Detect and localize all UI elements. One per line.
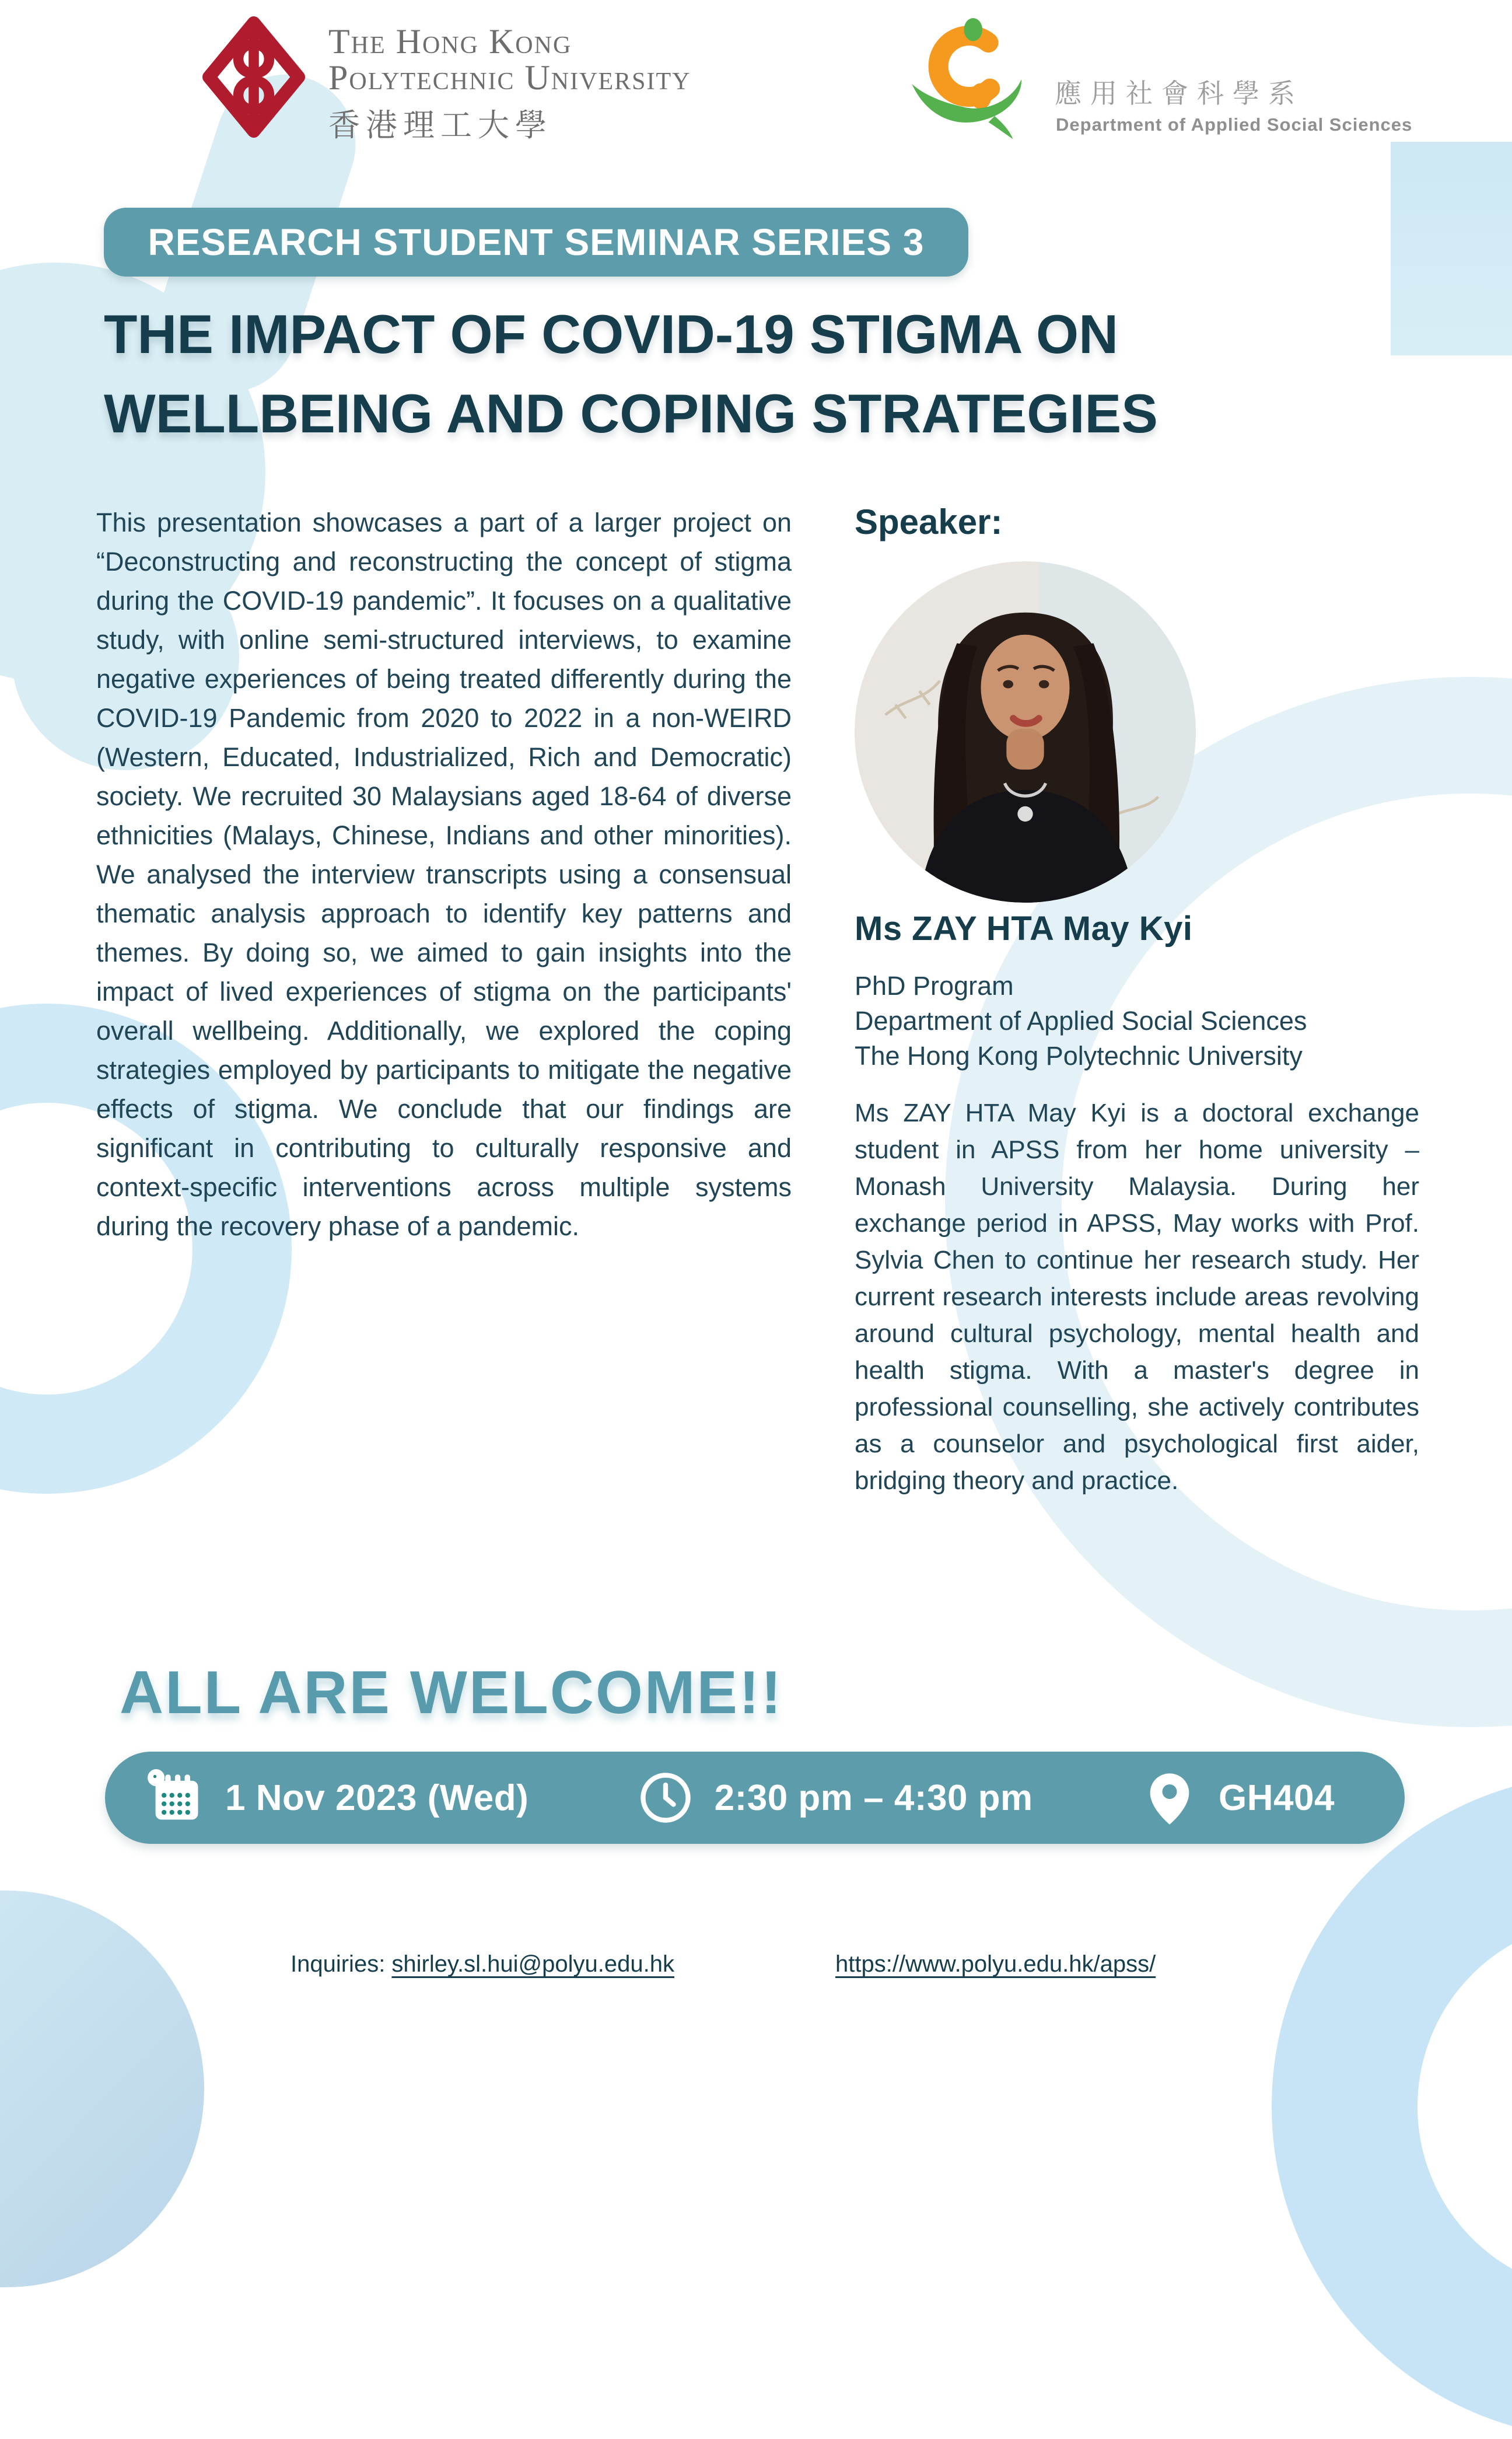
event-date-group: [147, 1769, 528, 1827]
apss-logo: [909, 11, 1434, 151]
speaker-bio: Ms ZAY HTA May Kyi is a doctoral exchange student in APSS from her home university – Monash University Malaysia. During her exchange period in APSS, May works with Prof. Sylvia Chen to continue her research study. Her current research interests include areas revolving around cultural psychology, mental health and health stigma. With a master's degree in professional counselling, she actively contributes as a counselor and psychological first aider, bridging theory and practice.: [855, 1099, 1419, 1495]
website-link[interactable]: https://www.polyu.edu.hk/apss/: [835, 1951, 1156, 1977]
calendar-icon: [147, 1769, 205, 1827]
event-time-group: [636, 1769, 1033, 1827]
series-badge-label: RESEARCH STUDENT SEMINAR SERIES 3: [148, 221, 925, 263]
polyu-name-zh: 香港理工大學: [328, 107, 552, 144]
page-title: [104, 295, 1329, 453]
speaker-department: Department of Applied Social Sciences: [855, 1006, 1307, 1036]
polyu-name-en-line2: Polytechnic University: [328, 58, 691, 97]
inquiries-email-link[interactable]: shirley.sl.hui@polyu.edu.hk: [391, 1951, 674, 1977]
speaker-photo: [855, 561, 1196, 903]
event-date: 1 Nov 2023 (Wed): [225, 1777, 529, 1818]
speaker-affiliation: [855, 969, 1307, 1074]
polyu-name-en-line1: The Hong Kong: [328, 22, 572, 61]
polyu-knot-icon: [195, 16, 312, 138]
speaker-name: Ms ZAY HTA May Kyi: [855, 910, 1193, 948]
welcome-text: ALL ARE WELCOME!!: [120, 1659, 783, 1727]
speaker-heading: Speaker:: [855, 502, 1003, 541]
apss-name-zh: 應用社會科學系: [1055, 78, 1304, 109]
footer-website: [835, 1951, 1156, 1977]
polyu-logo: [195, 16, 767, 142]
apss-name-en: Department of Applied Social Sciences: [1056, 114, 1413, 135]
event-banner: [105, 1752, 1405, 1844]
title-line2: WELLBEING AND COPING STRATEGIES: [104, 383, 1158, 444]
speaker-university: The Hong Kong Polytechnic University: [855, 1041, 1303, 1071]
title-line1: THE IMPACT OF COVID-19 STIGMA ON: [104, 303, 1119, 365]
event-venue: GH404: [1219, 1777, 1335, 1818]
abstract-text: This presentation showcases a part of a larger project on “Deconstructing and reconstructing the concept of stigma during the COVID-19 pandemic”. It focuses on a qualitative study, with online semi-structured interviews, to examine negative experiences of being treated differently during the COVID-19 Pandemic from 2020 to 2022 in a non-WEIRD (Western, Educated, Industrialized, Rich and Democratic) society. We recruited 30 Malaysians aged 18-64 of diverse ethnicities (Malays, Chinese, Indians and other minorities). We analysed the interview transcripts using a consensual thematic analysis approach to identify key patterns and themes. By doing so, we aimed to gain insights into the impact of lived experiences of stigma on the participants' overall wellbeing. Additionally, we explored the coping strategies employed by participants to mitigate the negative effects of stigma. We conclude that our findings are significant in contributing to culturally responsive and context-specific interventions across multiple systems during the recovery phase of a pandemic.: [96, 508, 792, 1241]
clock-icon: [636, 1769, 695, 1827]
event-time: 2:30 pm – 4:30 pm: [714, 1777, 1033, 1818]
background-ring-bottom-right: [1272, 1774, 1512, 2439]
location-pin-icon: [1140, 1769, 1199, 1827]
background-rect-top-right: [1391, 142, 1512, 355]
event-venue-group: [1140, 1769, 1335, 1827]
speaker-portrait-illustration: [855, 561, 1196, 903]
background-blob-bottom-left: [0, 1891, 204, 2287]
footer-inquiries: [290, 1951, 674, 1977]
speaker-program: PhD Program: [855, 971, 1014, 1001]
inquiries-label: Inquiries:: [290, 1951, 392, 1977]
series-badge: [104, 208, 968, 277]
apss-logo-icon: [909, 13, 1031, 146]
